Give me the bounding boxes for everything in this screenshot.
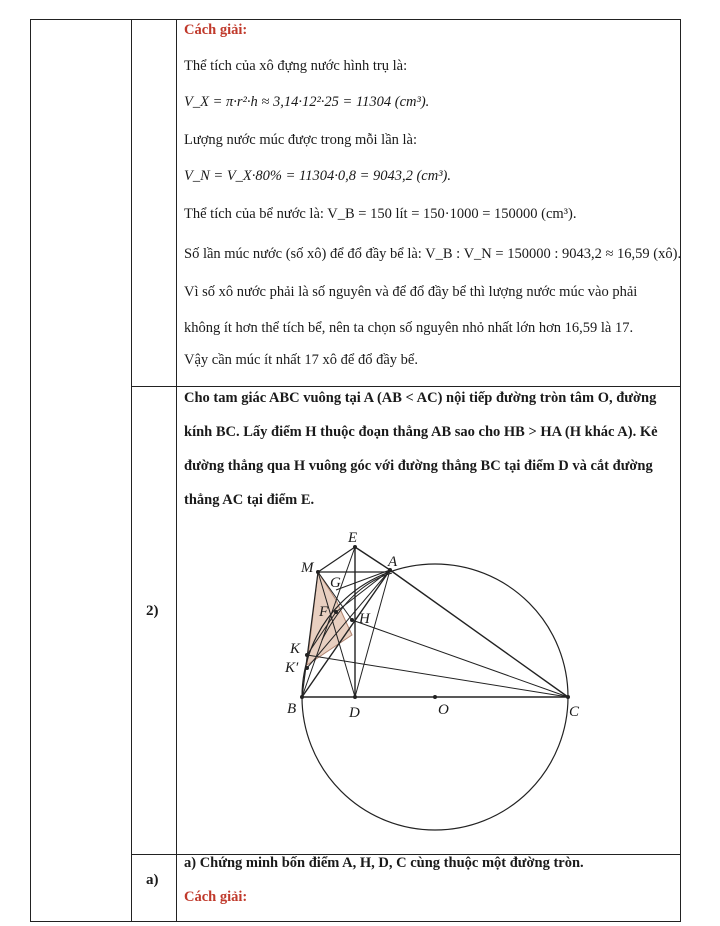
problem-line-1: Cho tam giác ABC vuông tại A (AB < AC) nội tiếp đường tròn tâm O, đường xyxy=(184,390,657,406)
question-a: a) Chứng minh bốn điểm A, H, D, C cùng thuộc một đường tròn. xyxy=(184,855,584,871)
point-Kp xyxy=(305,666,309,670)
problem-line-4: thẳng AC tại điểm E. xyxy=(184,492,315,508)
point-F xyxy=(334,610,338,614)
label-D: D xyxy=(349,705,360,721)
problem-line-3: đường thẳng qua H vuông góc với đường thẳng BC tại điểm D và cắt đường xyxy=(184,458,653,474)
segment-HC xyxy=(352,620,568,697)
point-O xyxy=(433,695,437,699)
row-number-a: a) xyxy=(146,872,159,888)
scoop-count-text: Số lần múc nước (số xô) để đổ đầy bể là: V_B : V_N = 150000 : 9043,2 ≈ 16,59 (xô). xyxy=(184,246,682,262)
formula-water-per-scoop: V_N = V_X·80% = 11304·0,8 = 9043,2 (cm³). xyxy=(184,168,452,184)
label-F: F xyxy=(319,604,329,620)
point-B xyxy=(300,695,304,699)
solution-heading: Cách giải: xyxy=(184,22,248,38)
segment-AD xyxy=(355,570,390,697)
conclusion-text: Vậy cần múc ít nhất 17 xô để đổ đầy bể. xyxy=(184,352,418,368)
label-H: H xyxy=(359,611,370,627)
reasoning-line-2: không ít hơn thể tích bể, nên ta chọn số nguyên nhỏ nhất lớn hơn 16,59 là 17. xyxy=(184,320,634,336)
label-C: C xyxy=(569,704,580,720)
label-G: G xyxy=(330,575,341,591)
problem-line-2: kính BC. Lấy điểm H thuộc đoạn thẳng AB sao cho HB > HA (H khác A). Kẻ xyxy=(184,424,658,440)
volume-bucket-text: Thể tích của xô đựng nước hình trụ là: xyxy=(184,58,408,74)
label-B: B xyxy=(287,701,297,717)
formula-bucket-volume: V_X = π·r²·h ≈ 3,14·12²·25 = 11304 (cm³). xyxy=(184,94,430,110)
solution-heading-a: Cách giải: xyxy=(184,889,248,905)
tank-volume-text: Thể tích của bể nước là: V_B = 150 lít = 150·1000 = 150000 (cm³). xyxy=(184,206,577,222)
segment-ME xyxy=(318,547,355,572)
point-H xyxy=(350,618,354,622)
segment-AC xyxy=(390,570,568,697)
segment-KC xyxy=(307,655,568,697)
label-Kp: K′ xyxy=(285,660,299,676)
point-M xyxy=(316,570,320,574)
point-K xyxy=(305,653,309,657)
label-K: K xyxy=(290,641,301,657)
label-E: E xyxy=(348,530,358,546)
segment-EC xyxy=(355,547,390,570)
label-O: O xyxy=(438,702,449,718)
label-M: M xyxy=(301,560,314,576)
water-per-scoop-text: Lượng nước múc được trong mỗi lần là: xyxy=(184,132,418,148)
row-number-2: 2) xyxy=(146,603,159,619)
label-A: A xyxy=(388,554,398,570)
reasoning-line-1: Vì số xô nước phải là số nguyên và để đổ đầy bể thì lượng nước múc vào phải xyxy=(184,284,638,300)
point-D xyxy=(353,695,357,699)
point-C xyxy=(566,695,570,699)
